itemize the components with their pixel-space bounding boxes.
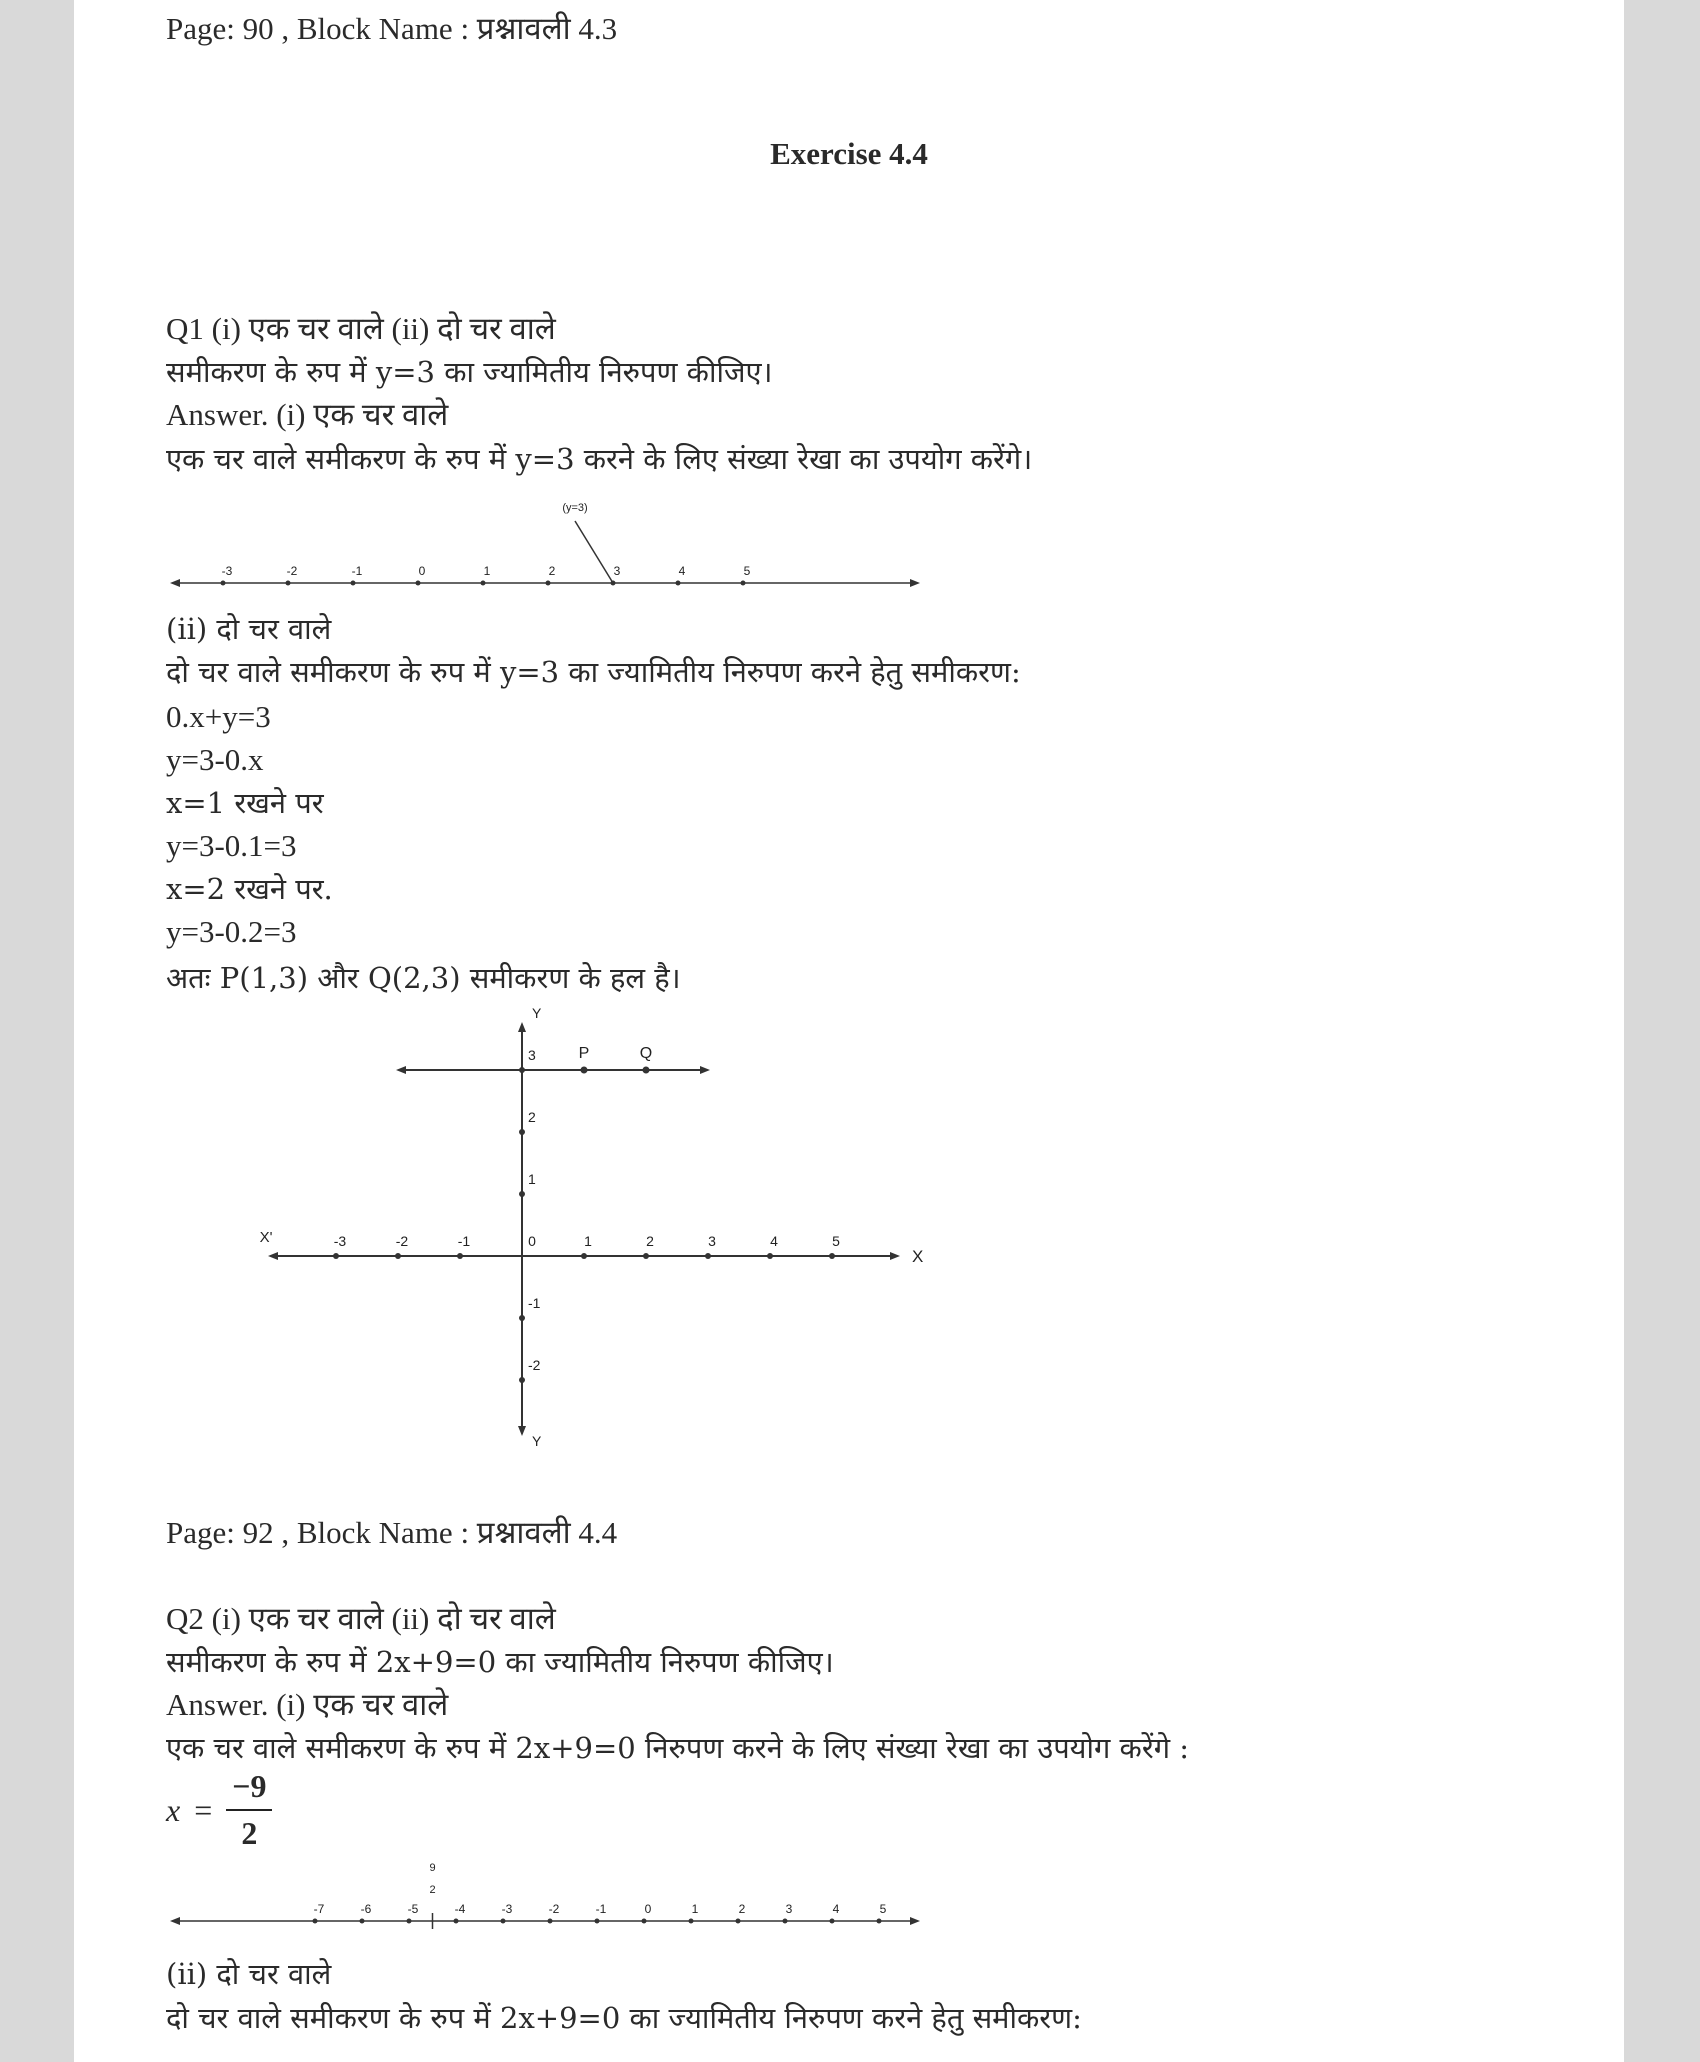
x-axis-label: X [912,1247,924,1266]
x-tick-label: 0 [528,1233,536,1249]
tick-dot [783,1919,788,1924]
tick-dot [501,1919,506,1924]
y-tick-label: 2 [528,1109,536,1125]
tick-label: 5 [879,1902,887,1916]
q1-answer-line1: Answer. (i) एक चर वाले [166,397,449,432]
x-tick-label: 4 [770,1233,778,1249]
y-axis-down-arrow-icon [518,1426,526,1436]
tick-dot [221,581,226,586]
arrow-left-icon [170,579,180,587]
q2-question-line1: Q2 (i) एक चर वाले (ii) दो चर वाले [166,1601,556,1636]
y-tick-dot [519,1191,525,1197]
x-tick-dot [643,1253,649,1259]
x-tick-label: -3 [333,1233,347,1249]
tick-label: -5 [407,1902,419,1916]
q1-part2-intro: दो चर वाले समीकरण के रुप में y=3 का ज्यामितीय निरुपण करने हेतु समीकरण: [166,655,1021,689]
x-tick-label: -1 [457,1233,471,1249]
tick-dot [676,581,681,586]
q1-cartesian-graph [174,998,934,1458]
point-q [643,1067,650,1074]
tick-dot [351,581,356,586]
tick-dot [736,1919,741,1924]
q1-step-6: y=3-0.2=3 [166,914,297,949]
tick-dot [741,581,746,586]
tick-label: 1 [483,564,491,578]
x-tick-label: 1 [584,1233,592,1249]
q1-step-3: x=1 रखने पर [166,786,324,820]
x-axis-right-arrow-icon [890,1252,900,1260]
q1-conclusion: अतः P(1,3) और Q(2,3) समीकरण के हल है। [166,961,681,995]
tick-dot [286,581,291,586]
q2-question-line2: समीकरण के रुप में 2x+9=0 का ज्यामितीय निरुपण कीजिए। [166,1645,834,1679]
q1-step-5: x=2 रखने पर. [166,872,333,906]
tick-label: -2 [548,1902,560,1916]
x-tick-label: 2 [646,1233,654,1249]
x-tick-dot [457,1253,463,1259]
y-axis-label: Y [532,1005,542,1021]
formula-numerator: −9 [226,1768,272,1811]
y-tick-label: 3 [528,1047,536,1063]
tick-label: 3 [785,1902,793,1916]
q1-step-2: y=3-0.x [166,742,264,777]
x-tick-label: -2 [395,1233,409,1249]
marker-pointer [575,521,613,583]
tick-label: 3 [613,564,621,578]
x-tick-dot [829,1253,835,1259]
x-axis-left-arrow-icon [268,1252,278,1260]
page-header-2: Page: 92 , Block Name : प्रश्नावली 4.4 [166,1515,618,1550]
marker-numerator: 9 [429,1862,436,1874]
tick-label: 4 [678,564,686,578]
formula-variable: x [166,1791,181,1828]
q2-answer-line2: एक चर वाले समीकरण के रुप में 2x+9=0 निरुपण करने के लिए संख्या रेखा का उपयोग करेंगे : [166,1731,1190,1765]
tick-dot [548,1919,553,1924]
x-tick-label: 5 [832,1233,840,1249]
q2-part2-heading: (ii) दो चर वाले [166,1957,332,1991]
tick-dot [595,1919,600,1924]
q2-solution-formula [166,1768,272,1852]
exercise-title: Exercise 4.4 [770,136,928,171]
x-axis-neg-label: X' [259,1229,273,1246]
tick-label: -3 [221,564,233,578]
y-tick-label: -2 [528,1357,541,1373]
tick-dot [454,1919,459,1924]
tick-label: 0 [418,564,426,578]
q1-step-4: y=3-0.1=3 [166,828,297,863]
y-tick-dot [519,1377,525,1383]
tick-label: -4 [454,1902,466,1916]
tick-label: 2 [548,564,556,578]
tick-dot [407,1919,412,1924]
q1-number-line [166,495,926,595]
y-tick-dot [519,1315,525,1321]
line-left-arrow-icon [396,1066,406,1074]
q1-part2-heading: (ii) दो चर वाले [166,612,332,646]
y-tick-label: -1 [528,1295,541,1311]
tick-label: -1 [351,564,363,578]
tick-label: -3 [501,1902,513,1916]
document-page [74,0,1624,2062]
formula-fraction [226,1768,272,1852]
x-tick-dot [581,1253,587,1259]
q1-question-line2: समीकरण के रुप में y=3 का ज्यामितीय निरुपण कीजिए। [166,355,773,389]
marker-label: (y=3) [562,502,588,514]
tick-label: -2 [286,564,298,578]
x-tick-dot [333,1253,339,1259]
tick-label: 4 [832,1902,840,1916]
q1-question-line1: Q1 (i) एक चर वाले (ii) दो चर वाले [166,311,556,346]
tick-label: 5 [743,564,751,578]
tick-dot [877,1919,882,1924]
q2-part2-intro: दो चर वाले समीकरण के रुप में 2x+9=0 का ज्यामितीय निरुपण करने हेतु समीकरण: [166,2001,1082,2035]
x-tick-dot [395,1253,401,1259]
y-tick-label: 1 [528,1171,536,1187]
q1-step-1: 0.x+y=3 [166,699,271,734]
tick-label: 0 [644,1902,652,1916]
tick-dot [689,1919,694,1924]
q1-answer-line2: एक चर वाले समीकरण के रुप में y=3 करने के लिए संख्या रेखा का उपयोग करेंगे। [166,442,1033,476]
tick-dot [416,581,421,586]
arrow-right-icon [910,579,920,587]
formula-equals: = [194,1791,213,1828]
tick-label: -1 [595,1902,607,1916]
tick-label: -6 [360,1902,372,1916]
tick-dot [313,1919,318,1924]
arrow-left-icon [170,1917,180,1925]
tick-dot [830,1919,835,1924]
y-axis-neg-label: Y [532,1433,542,1449]
x-tick-label: 3 [708,1233,716,1249]
formula-denominator: 2 [241,1815,258,1851]
tick-label: -7 [313,1902,325,1916]
tick-dot [642,1919,647,1924]
q2-number-line [166,1855,926,1935]
line-right-arrow-icon [700,1066,710,1074]
point-label-p: P [578,1045,590,1062]
y-axis-up-arrow-icon [518,1022,526,1032]
arrow-right-icon [910,1917,920,1925]
q2-answer-line1: Answer. (i) एक चर वाले [166,1687,449,1722]
page-header-1: Page: 90 , Block Name : प्रश्नावली 4.3 [166,11,618,46]
point-p [581,1067,588,1074]
tick-dot [546,581,551,586]
y-tick-dot [519,1129,525,1135]
tick-label: 1 [691,1902,699,1916]
marker-denominator: 2 [429,1884,436,1896]
tick-dot [481,581,486,586]
x-tick-dot [767,1253,773,1259]
point-label-q: Q [639,1045,653,1062]
tick-label: 2 [738,1902,746,1916]
x-tick-dot [705,1253,711,1259]
tick-dot [360,1919,365,1924]
